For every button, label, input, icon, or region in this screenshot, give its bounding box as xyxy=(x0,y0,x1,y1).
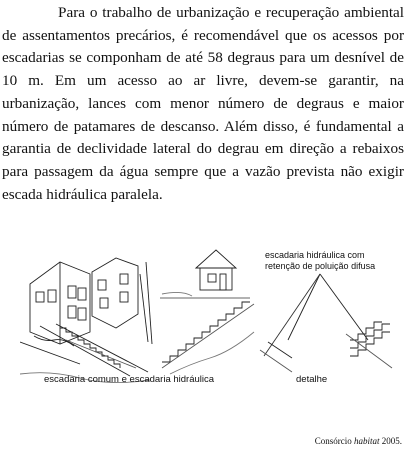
left-sketch xyxy=(20,258,152,383)
source-italic: habitat xyxy=(353,436,380,446)
caption-right: detalhe xyxy=(296,374,328,385)
body-paragraph: Para o trabalho de urbanização e recuperação ambiental de assentamentos precários, é recomendável que os acessos por escadarias se componham de até 58 degraus para um desnível de 10 m. Em um acesso ao ar livre, devem-se garantir, na urbanização, lances com menor número de degraus e maior número de patamares de descanso. Além disso, é fundamental a garantia de declividade lateral do degrau em direção a rebaixos para passagem da água sempre que a vazão prevista não exigir escada hidráulica paralela. xyxy=(2,4,404,203)
middle-sketch xyxy=(160,250,254,374)
source-prefix: Consórcio xyxy=(314,436,354,446)
source-suffix: 2005. xyxy=(379,436,402,446)
right-sketch xyxy=(260,274,392,372)
annotation-line-1: escadaria hidráulica com xyxy=(265,250,365,260)
source-credit xyxy=(315,436,402,446)
annotation-line-2: retenção de poluição difusa xyxy=(265,261,376,271)
caption-left: escadaria comum e escadaria hidráulica xyxy=(44,374,215,385)
